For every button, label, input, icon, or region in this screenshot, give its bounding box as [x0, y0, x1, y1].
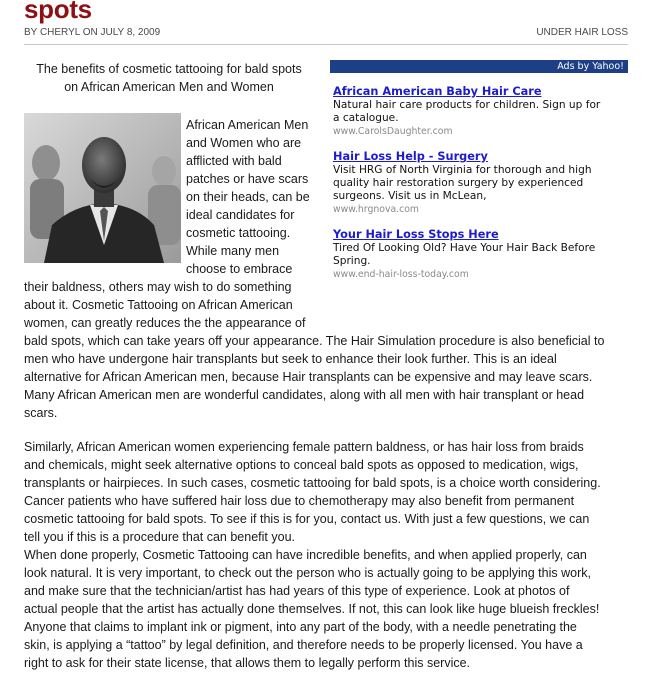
ad-url[interactable]: www.end-hair-loss-today.com — [333, 269, 469, 280]
text-line: and chemicals, might seek alternative options to conceal bald spots as opposed to medication, wigs, — [24, 458, 579, 472]
text-line: men who have undergone hair transplants but seek to enhance their look further. This is an ideal — [24, 352, 557, 366]
text-line: and make sure that the technician/artist has had years of this type of experience. Look at photos of — [24, 584, 570, 598]
post-category-link[interactable]: UNDER HAIR LOSS — [536, 27, 628, 38]
intro-line: on African American Men and Women — [64, 80, 274, 94]
ad-description: surgeons. Visit us in McLean, — [333, 190, 487, 202]
ad-description: Visit HRG of North Virginia for thorough and high — [333, 164, 592, 176]
text-line: cosmetic tattooing for bald spots. To see if this is for you, contact us. With just a few questions, we can — [24, 512, 590, 526]
paragraph-1 — [24, 116, 630, 422]
text-line: Anyone that claims to implant ink or pigment, into any part of the body, with a needle penetrating the — [24, 620, 577, 634]
paragraph-3 — [24, 546, 630, 672]
text-line: scars. — [24, 406, 58, 420]
text-line: afflicted with bald — [186, 154, 282, 168]
text-line: choose to embrace — [186, 262, 293, 276]
ad-url[interactable]: www.CarolsDaughter.com — [333, 126, 453, 137]
ad-url[interactable]: www.hrgnova.com — [333, 204, 419, 215]
text-line: Many African American men are wonderful candidates, along with all men with hair transplant or head — [24, 388, 585, 402]
intro-line: The benefits of cosmetic tattooing for bald spots — [36, 62, 302, 76]
text-line: ideal candidates for — [186, 208, 295, 222]
article-body — [24, 116, 630, 672]
ad-description: Spring. — [333, 255, 371, 267]
text-line: While many men — [186, 244, 280, 258]
text-line: patches or have scars — [186, 172, 309, 186]
ad-description: a catalogue. — [333, 112, 399, 124]
post-title: spots — [24, 0, 92, 24]
ad-description: Tired Of Looking Old? Have Your Hair Back Before — [333, 242, 596, 254]
text-line: and Women who are — [186, 136, 302, 150]
text-line: skin, is applying a “tattoo” by legal definition, and therefore needs to be properly licensed. You have a — [24, 638, 583, 652]
post-byline: BY CHERYL ON JULY 8, 2009 — [24, 27, 161, 38]
text-line: Similarly, African American women experiencing female pattern baldness, or has hair loss from braids — [24, 440, 584, 454]
text-line: When done properly, Cosmetic Tattooing can have incredible benefits, and when applied properly, can — [24, 548, 587, 562]
ad-description: quality hair restoration surgery by experienced — [333, 177, 584, 189]
text-line: African American Men — [186, 118, 309, 132]
ad-description: Natural hair care products for children. Sign up for — [333, 99, 601, 111]
text-line: their baldness, others may wish to do something — [24, 280, 292, 294]
text-line: transplants or hairpieces. In such cases, cosmetic tattooing for bald spots, is a choice worth considering. — [24, 476, 601, 490]
text-line: tell you if this is a procedure that can benefit you. — [24, 530, 295, 544]
text-line: alternative for African American men, because Hair transplants can be expensive and may leave scars. — [24, 370, 593, 384]
intro-heading — [24, 60, 314, 96]
text-line: cosmetic tattooing. — [186, 226, 291, 240]
text-line: on their heads, can be — [186, 190, 310, 204]
text-line: Cancer patients who have suffered hair loss due to chemotherapy may also benefit from permanent — [24, 494, 575, 508]
text-line: women, can greatly reduces the the appearance of — [24, 316, 306, 330]
header-divider — [24, 44, 628, 45]
text-line: look natural. It is very important, to check out the person who is actually going to be applying this work, — [24, 566, 591, 580]
ads-header[interactable]: Ads by Yahoo! — [330, 60, 628, 73]
text-line: right to ask for their state license, that allows them to legally perform this service. — [24, 656, 471, 670]
text-line: bald spots, which can take years off your appearance. The Hair Simulation procedure is also beneficial to — [24, 334, 605, 348]
ad-title-link[interactable]: Your Hair Loss Stops Here — [333, 228, 499, 241]
text-line: about it. Cosmetic Tattooing on African American — [24, 298, 293, 312]
ad-title-link[interactable]: African American Baby Hair Care — [333, 85, 542, 98]
ad-title-link[interactable]: Hair Loss Help - Surgery — [333, 150, 488, 163]
text-line: actual people that the artist has actually done themselves. If not, this can look like huge blueish freckles! — [24, 602, 600, 616]
paragraph-2 — [24, 438, 630, 546]
post-meta — [24, 27, 628, 38]
